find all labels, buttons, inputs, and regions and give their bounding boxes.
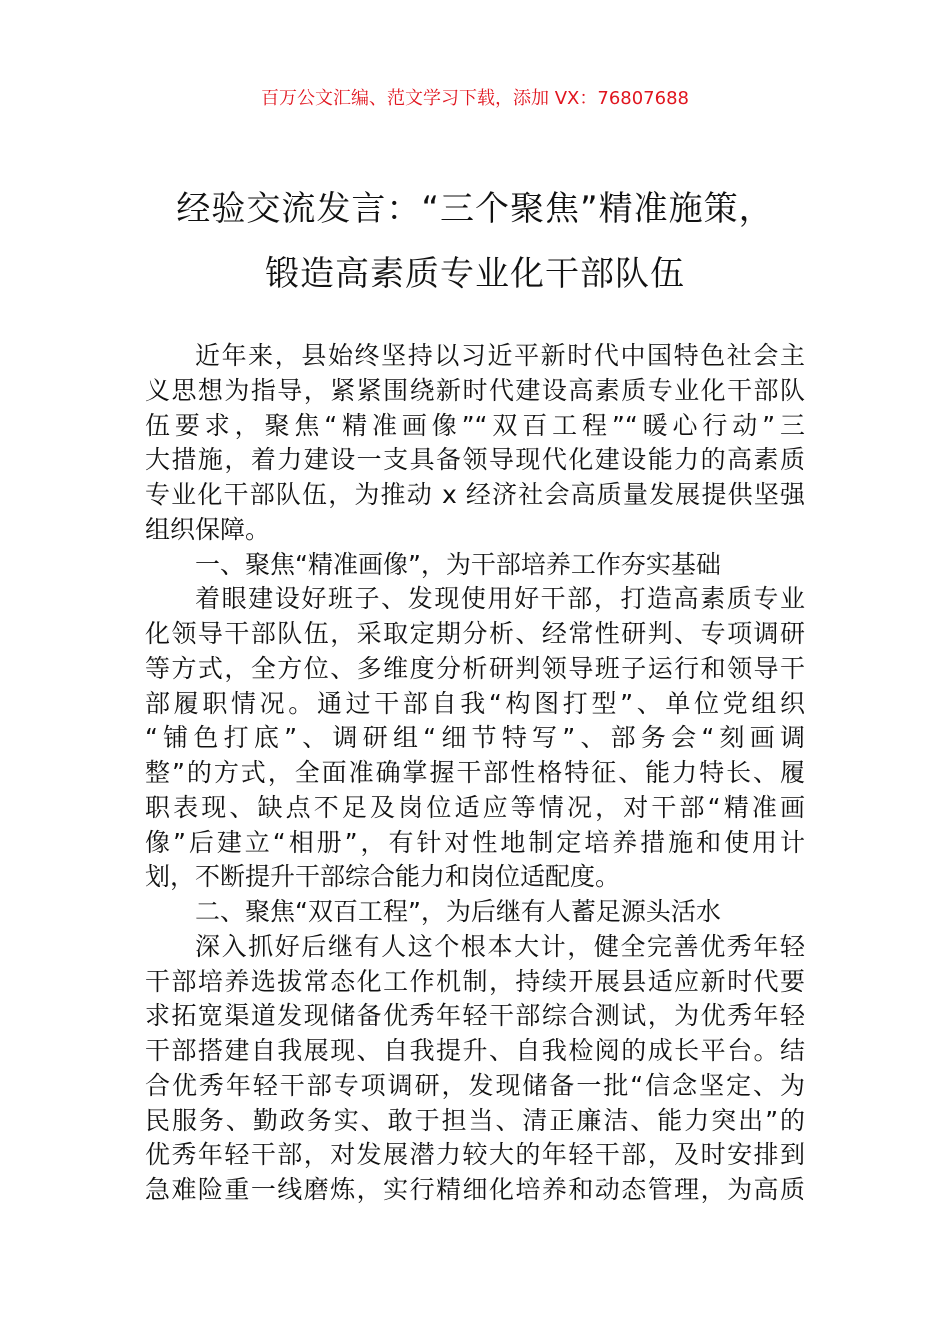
text-line: 优秀年轻干部，对发展潜力较大的年轻干部，及时安排到 — [145, 1140, 805, 1170]
text-line: 近年来，县始终坚持以习近平新时代中国特色社会主 — [195, 341, 805, 370]
text-line: 义思想为指导，紧紧围绕新时代建设高素质专业化干部队 — [145, 375, 805, 405]
text-line: 深入抓好后继有人这个根本大计，健全完善优秀年轻 — [195, 931, 805, 961]
watermark-header: 百万公文汇编、范文学习下载，添加 VX：76807688 — [261, 88, 689, 109]
document-title-line-2: 锻造高素质专业化干部队伍 — [265, 254, 685, 294]
text-line: 等方式，全方位、多维度分析研判领导班子运行和领导干 — [145, 653, 805, 683]
section-heading — [145, 548, 805, 583]
section-heading — [145, 895, 805, 930]
text-line: 划，不断提升干部综合能力和岗位适配度。 — [145, 862, 621, 892]
paragraph — [145, 339, 805, 548]
text-line: 求拓宽渠道发现储备优秀年轻干部综合测试，为优秀年轻 — [145, 1001, 805, 1031]
text-line: 组织保障。 — [145, 514, 271, 544]
text-line: 干部培养选拔常态化工作机制，持续开展县适应新时代要 — [145, 966, 805, 996]
paragraph — [145, 930, 805, 1208]
document-title-line-1: 经验交流发言：“三个聚焦”精准施策， — [176, 189, 774, 229]
text-line: 民服务、勤政务实、敢于担当、清正廉洁、能力突出”的 — [145, 1105, 805, 1135]
text-line: 着眼建设好班子、发现使用好干部，打造高素质专业 — [195, 584, 805, 614]
text-line: 像”后建立“相册”，有针对性地制定培养措施和使用计 — [145, 827, 805, 857]
text-line: 大措施，着力建设一支具备领导现代化建设能力的高素质 — [145, 445, 805, 475]
text-line: 合优秀年轻干部专项调研，发现储备一批“信念坚定、为 — [145, 1070, 805, 1100]
paragraph — [145, 582, 805, 895]
text-line: “铺色打底”、调研组“细节特写”、部务会“刻画调 — [145, 723, 805, 753]
text-line: 职表现、缺点不足及岗位适应等情况，对干部“精准画 — [145, 792, 805, 822]
text-line: 二、聚焦“双百工程”，为后继有人蓄足源头活水 — [195, 897, 721, 926]
text-line: 整”的方式，全面准确掌握干部性格特征、能力特长、履 — [145, 758, 805, 787]
text-line: 伍要求，聚焦“精准画像”“双百工程”“暖心行动”三 — [145, 410, 805, 440]
text-line: 化领导干部队伍，采取定期分析、经常性研判、专项调研 — [145, 619, 805, 648]
text-line: 专业化干部队伍，为推动 x 经济社会高质量发展提供坚强 — [145, 480, 805, 509]
text-line: 部履职情况。通过干部自我“构图打型”、单位党组织 — [145, 688, 805, 718]
text-line: 急难险重一线磨炼，实行精细化培养和动态管理，为高质 — [145, 1175, 805, 1204]
text-line: 一、聚焦“精准画像”，为干部培养工作夯实基础 — [195, 549, 721, 579]
text-line: 干部搭建自我展现、自我提升、自我检阅的成长平台。结 — [145, 1036, 805, 1065]
document-body — [145, 339, 805, 1208]
